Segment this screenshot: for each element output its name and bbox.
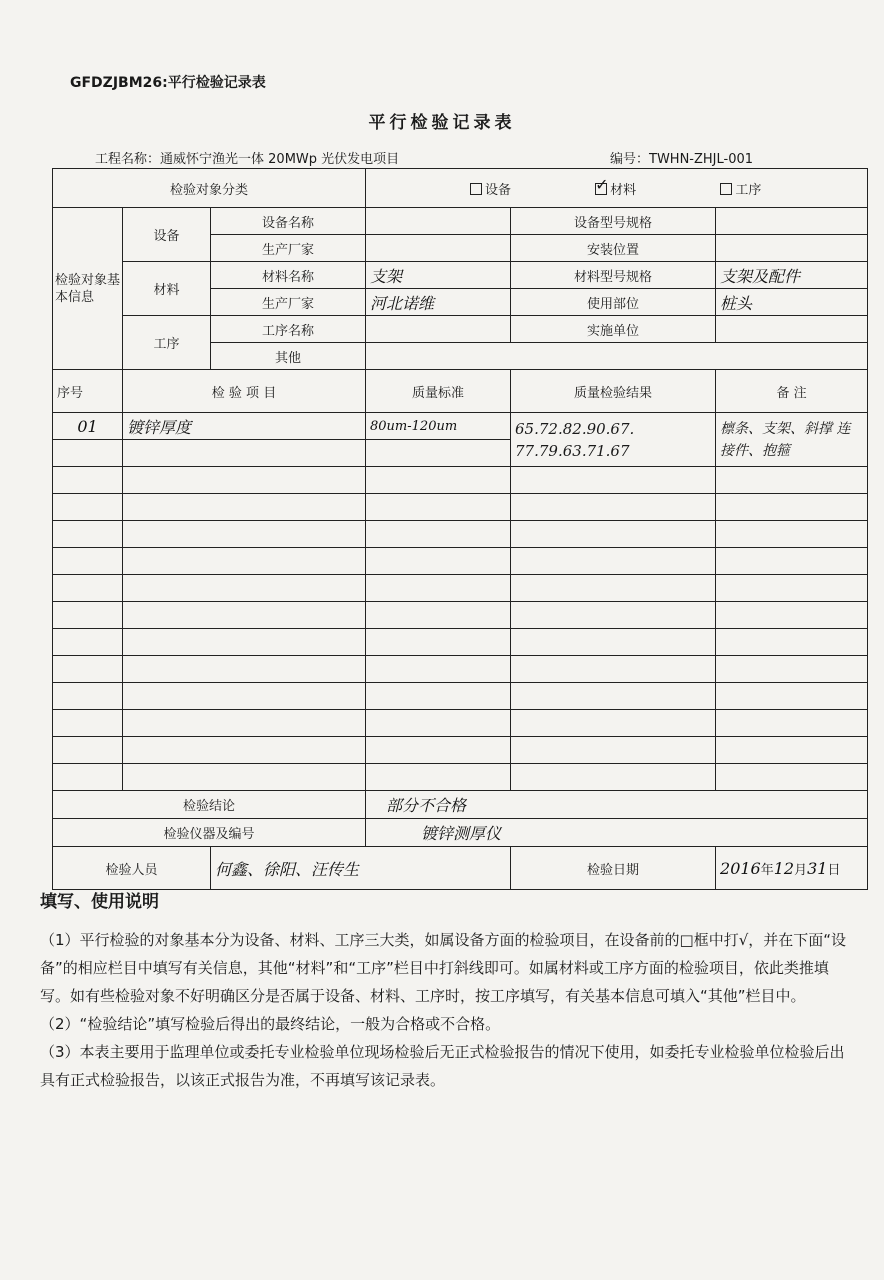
table-row	[53, 494, 868, 521]
doc-number	[610, 148, 753, 167]
row-no[interactable]: 01	[53, 413, 123, 440]
inspector-value[interactable]: 何鑫、徐阳、汪传生	[211, 847, 511, 890]
empty-cell[interactable]	[123, 521, 366, 548]
empty-cell[interactable]	[53, 710, 123, 737]
date-month-unit: 月	[794, 862, 808, 878]
empty-cell[interactable]	[123, 575, 366, 602]
material-model-label: 材料型号规格	[511, 262, 716, 289]
instruction-paragraph: （2）“检验结论”填写检验后得出的最终结论，一般为合格或不合格。	[40, 1015, 501, 1033]
conclusion-value[interactable]: 部分不合格	[366, 791, 868, 819]
empty-cell[interactable]	[53, 602, 123, 629]
empty-cell[interactable]	[366, 494, 511, 521]
instruction-paragraph: （3）本表主要用于监理单位或委托专业检验单位现场检验后无正式检验报告的情况下使用，如委托专业检验单位检验后出具有正式检验报告，以该正式报告为准，不再填写该记录表。	[40, 1043, 845, 1089]
process-group-label: 工序	[123, 316, 211, 370]
instrument-value[interactable]: 镀锌测厚仪	[366, 819, 868, 847]
empty-cell[interactable]	[511, 629, 716, 656]
empty-cell[interactable]	[53, 683, 123, 710]
material-name-label: 材料名称	[211, 262, 366, 289]
empty-cell[interactable]	[511, 683, 716, 710]
process-name-value[interactable]	[366, 316, 511, 343]
empty-cell[interactable]	[53, 521, 123, 548]
col-header-item: 检 验 项 目	[123, 370, 366, 413]
empty-cell[interactable]	[53, 629, 123, 656]
empty-cell[interactable]	[123, 602, 366, 629]
checkbox-equipment[interactable]	[470, 183, 482, 195]
category-option-process[interactable]	[720, 179, 761, 198]
col-header-standard: 质量标准	[366, 370, 511, 413]
row-item[interactable]: 镀锌厚度	[123, 413, 366, 440]
checkbox-material[interactable]	[595, 183, 607, 195]
material-maker-value[interactable]: 河北诺维	[366, 289, 511, 316]
col-header-result: 质量检验结果	[511, 370, 716, 413]
date-value[interactable]	[716, 847, 868, 890]
instructions-title: 填写、使用说明	[40, 892, 159, 912]
table-row	[53, 521, 868, 548]
category-option-equipment[interactable]	[470, 179, 511, 198]
empty-cell[interactable]	[366, 656, 511, 683]
category-row	[53, 169, 868, 208]
instructions	[40, 888, 850, 1094]
empty-cell[interactable]	[123, 656, 366, 683]
project-value: 通威怀宁渔光一体 20MWp 光伏发电项目	[160, 152, 400, 167]
date-year-unit: 年	[760, 862, 774, 878]
table-row	[53, 683, 868, 710]
empty-cell[interactable]	[716, 548, 868, 575]
equipment-name-label: 设备名称	[211, 208, 366, 235]
material-name-value[interactable]: 支架	[366, 262, 511, 289]
empty-cell[interactable]	[716, 575, 868, 602]
empty-cell[interactable]	[716, 737, 868, 764]
empty-cell[interactable]	[716, 467, 868, 494]
empty-cell[interactable]	[366, 764, 511, 791]
empty-cell[interactable]	[366, 710, 511, 737]
table-row	[53, 413, 868, 440]
inspector-label: 检验人员	[53, 847, 211, 890]
empty-cell[interactable]	[511, 602, 716, 629]
equipment-location-label: 安装位置	[511, 235, 716, 262]
equipment-maker-value[interactable]	[366, 235, 511, 262]
row-remark[interactable]: 檩条、支架、斜撑 连接件、抱箍	[716, 413, 868, 467]
empty-cell[interactable]	[366, 602, 511, 629]
page-title: 平行检验记录表	[368, 113, 516, 133]
empty-cell[interactable]	[511, 764, 716, 791]
row-result[interactable]: 65.72.82.90.67. 77.79.63.71.67	[511, 413, 716, 467]
col-header-no: 序号	[53, 370, 123, 413]
equipment-row-1	[53, 208, 868, 235]
empty-cell[interactable]	[716, 683, 868, 710]
empty-cell[interactable]	[53, 548, 123, 575]
empty-cell[interactable]	[123, 548, 366, 575]
empty-cell[interactable]	[511, 521, 716, 548]
empty-cell[interactable]	[511, 548, 716, 575]
empty-cell[interactable]	[366, 548, 511, 575]
table-row	[53, 656, 868, 683]
empty-cell[interactable]	[511, 737, 716, 764]
col-header-remark: 备 注	[716, 370, 868, 413]
equipment-group-label: 设备	[123, 208, 211, 262]
equipment-location-value[interactable]	[716, 235, 868, 262]
empty-cell[interactable]	[716, 602, 868, 629]
empty-cell[interactable]	[53, 440, 123, 467]
empty-cell[interactable]	[123, 440, 366, 467]
row-standard[interactable]: 80um-120um	[366, 413, 511, 440]
date-year: 2016	[720, 858, 761, 878]
empty-cell[interactable]	[511, 656, 716, 683]
empty-cell[interactable]	[716, 764, 868, 791]
empty-cell[interactable]	[716, 521, 868, 548]
inspector-row	[53, 847, 868, 890]
project-label: 工程名称：	[95, 152, 161, 167]
category-options	[366, 169, 868, 208]
process-other-value[interactable]	[366, 343, 868, 370]
empty-cell[interactable]	[511, 575, 716, 602]
project-name	[95, 148, 399, 167]
table-row	[53, 629, 868, 656]
empty-cell[interactable]	[53, 575, 123, 602]
date-day-unit: 日	[827, 862, 841, 878]
empty-cell[interactable]	[123, 629, 366, 656]
doc-no-label: 编号：	[610, 152, 650, 167]
category-option-label: 材料	[610, 182, 637, 198]
empty-cell[interactable]	[123, 737, 366, 764]
empty-cell[interactable]	[53, 656, 123, 683]
equipment-name-value[interactable]	[366, 208, 511, 235]
empty-cell[interactable]	[123, 710, 366, 737]
empty-cell[interactable]	[123, 683, 366, 710]
doc-no-value: TWHN-ZHJL-001	[649, 152, 754, 167]
empty-cell[interactable]	[511, 710, 716, 737]
equipment-model-value[interactable]	[716, 208, 868, 235]
items-header-row	[53, 370, 868, 413]
empty-cell[interactable]	[123, 764, 366, 791]
table-row	[53, 602, 868, 629]
equipment-model-label: 设备型号规格	[511, 208, 716, 235]
category-option-material[interactable]	[595, 179, 636, 198]
material-maker-label: 生产厂家	[211, 289, 366, 316]
inspection-form-table	[52, 168, 868, 890]
empty-cell[interactable]	[366, 467, 511, 494]
checkbox-process[interactable]	[720, 183, 732, 195]
table-row	[53, 548, 868, 575]
table-row	[53, 710, 868, 737]
material-usage-label: 使用部位	[511, 289, 716, 316]
instrument-row	[53, 819, 868, 847]
instruction-paragraph: （1）平行检验的对象基本分为设备、材料、工序三大类，如属设备方面的检验项目，在设备前的□框中打√，并在下面“设备”的相应栏目中填写有关信息，其他“材料”和“工序”栏目中打斜线即可。如属材料或工序方面的检验项目，依此类推填写。如有些检验对象不好明确区分是否属于设备、材料、工序时，按工序填写，有关基本信息可填入“其他”栏目中。	[40, 931, 847, 1005]
table-row	[53, 737, 868, 764]
empty-cell[interactable]	[366, 629, 511, 656]
table-row	[53, 467, 868, 494]
empty-cell[interactable]	[511, 494, 716, 521]
table-row	[53, 764, 868, 791]
empty-cell[interactable]	[716, 656, 868, 683]
empty-cell[interactable]	[511, 467, 716, 494]
conclusion-row	[53, 791, 868, 819]
material-row-1	[53, 262, 868, 289]
process-other-label: 其他	[211, 343, 366, 370]
category-option-label: 工序	[735, 182, 762, 198]
empty-cell[interactable]	[366, 737, 511, 764]
process-unit-label: 实施单位	[511, 316, 716, 343]
date-month: 12	[773, 858, 795, 878]
empty-cell[interactable]	[53, 764, 123, 791]
empty-cell[interactable]	[716, 494, 868, 521]
empty-cell[interactable]	[53, 467, 123, 494]
empty-cell[interactable]	[366, 683, 511, 710]
empty-cell[interactable]	[716, 710, 868, 737]
equipment-maker-label: 生产厂家	[211, 235, 366, 262]
empty-cell[interactable]	[53, 494, 123, 521]
date-label: 检验日期	[511, 847, 716, 890]
empty-cell[interactable]	[716, 629, 868, 656]
category-option-label: 设备	[485, 182, 512, 198]
form-code: GFDZJBM26:平行检验记录表	[70, 75, 266, 91]
instrument-label: 检验仪器及编号	[53, 819, 366, 847]
empty-cell[interactable]	[366, 521, 511, 548]
material-usage-value[interactable]: 桩头	[716, 289, 868, 316]
empty-cell[interactable]	[53, 737, 123, 764]
empty-cell[interactable]	[123, 467, 366, 494]
material-model-value[interactable]: 支架及配件	[716, 262, 868, 289]
conclusion-label: 检验结论	[53, 791, 366, 819]
basic-info-side-label: 检验对象基本信息	[53, 208, 123, 370]
table-row	[53, 575, 868, 602]
process-unit-value[interactable]	[716, 316, 868, 343]
empty-cell[interactable]	[366, 575, 511, 602]
category-label: 检验对象分类	[53, 169, 366, 208]
empty-cell[interactable]	[366, 440, 511, 467]
material-group-label: 材料	[123, 262, 211, 316]
empty-cell[interactable]	[123, 494, 366, 521]
process-name-label: 工序名称	[211, 316, 366, 343]
process-row-1	[53, 316, 868, 343]
date-day: 31	[807, 858, 828, 878]
